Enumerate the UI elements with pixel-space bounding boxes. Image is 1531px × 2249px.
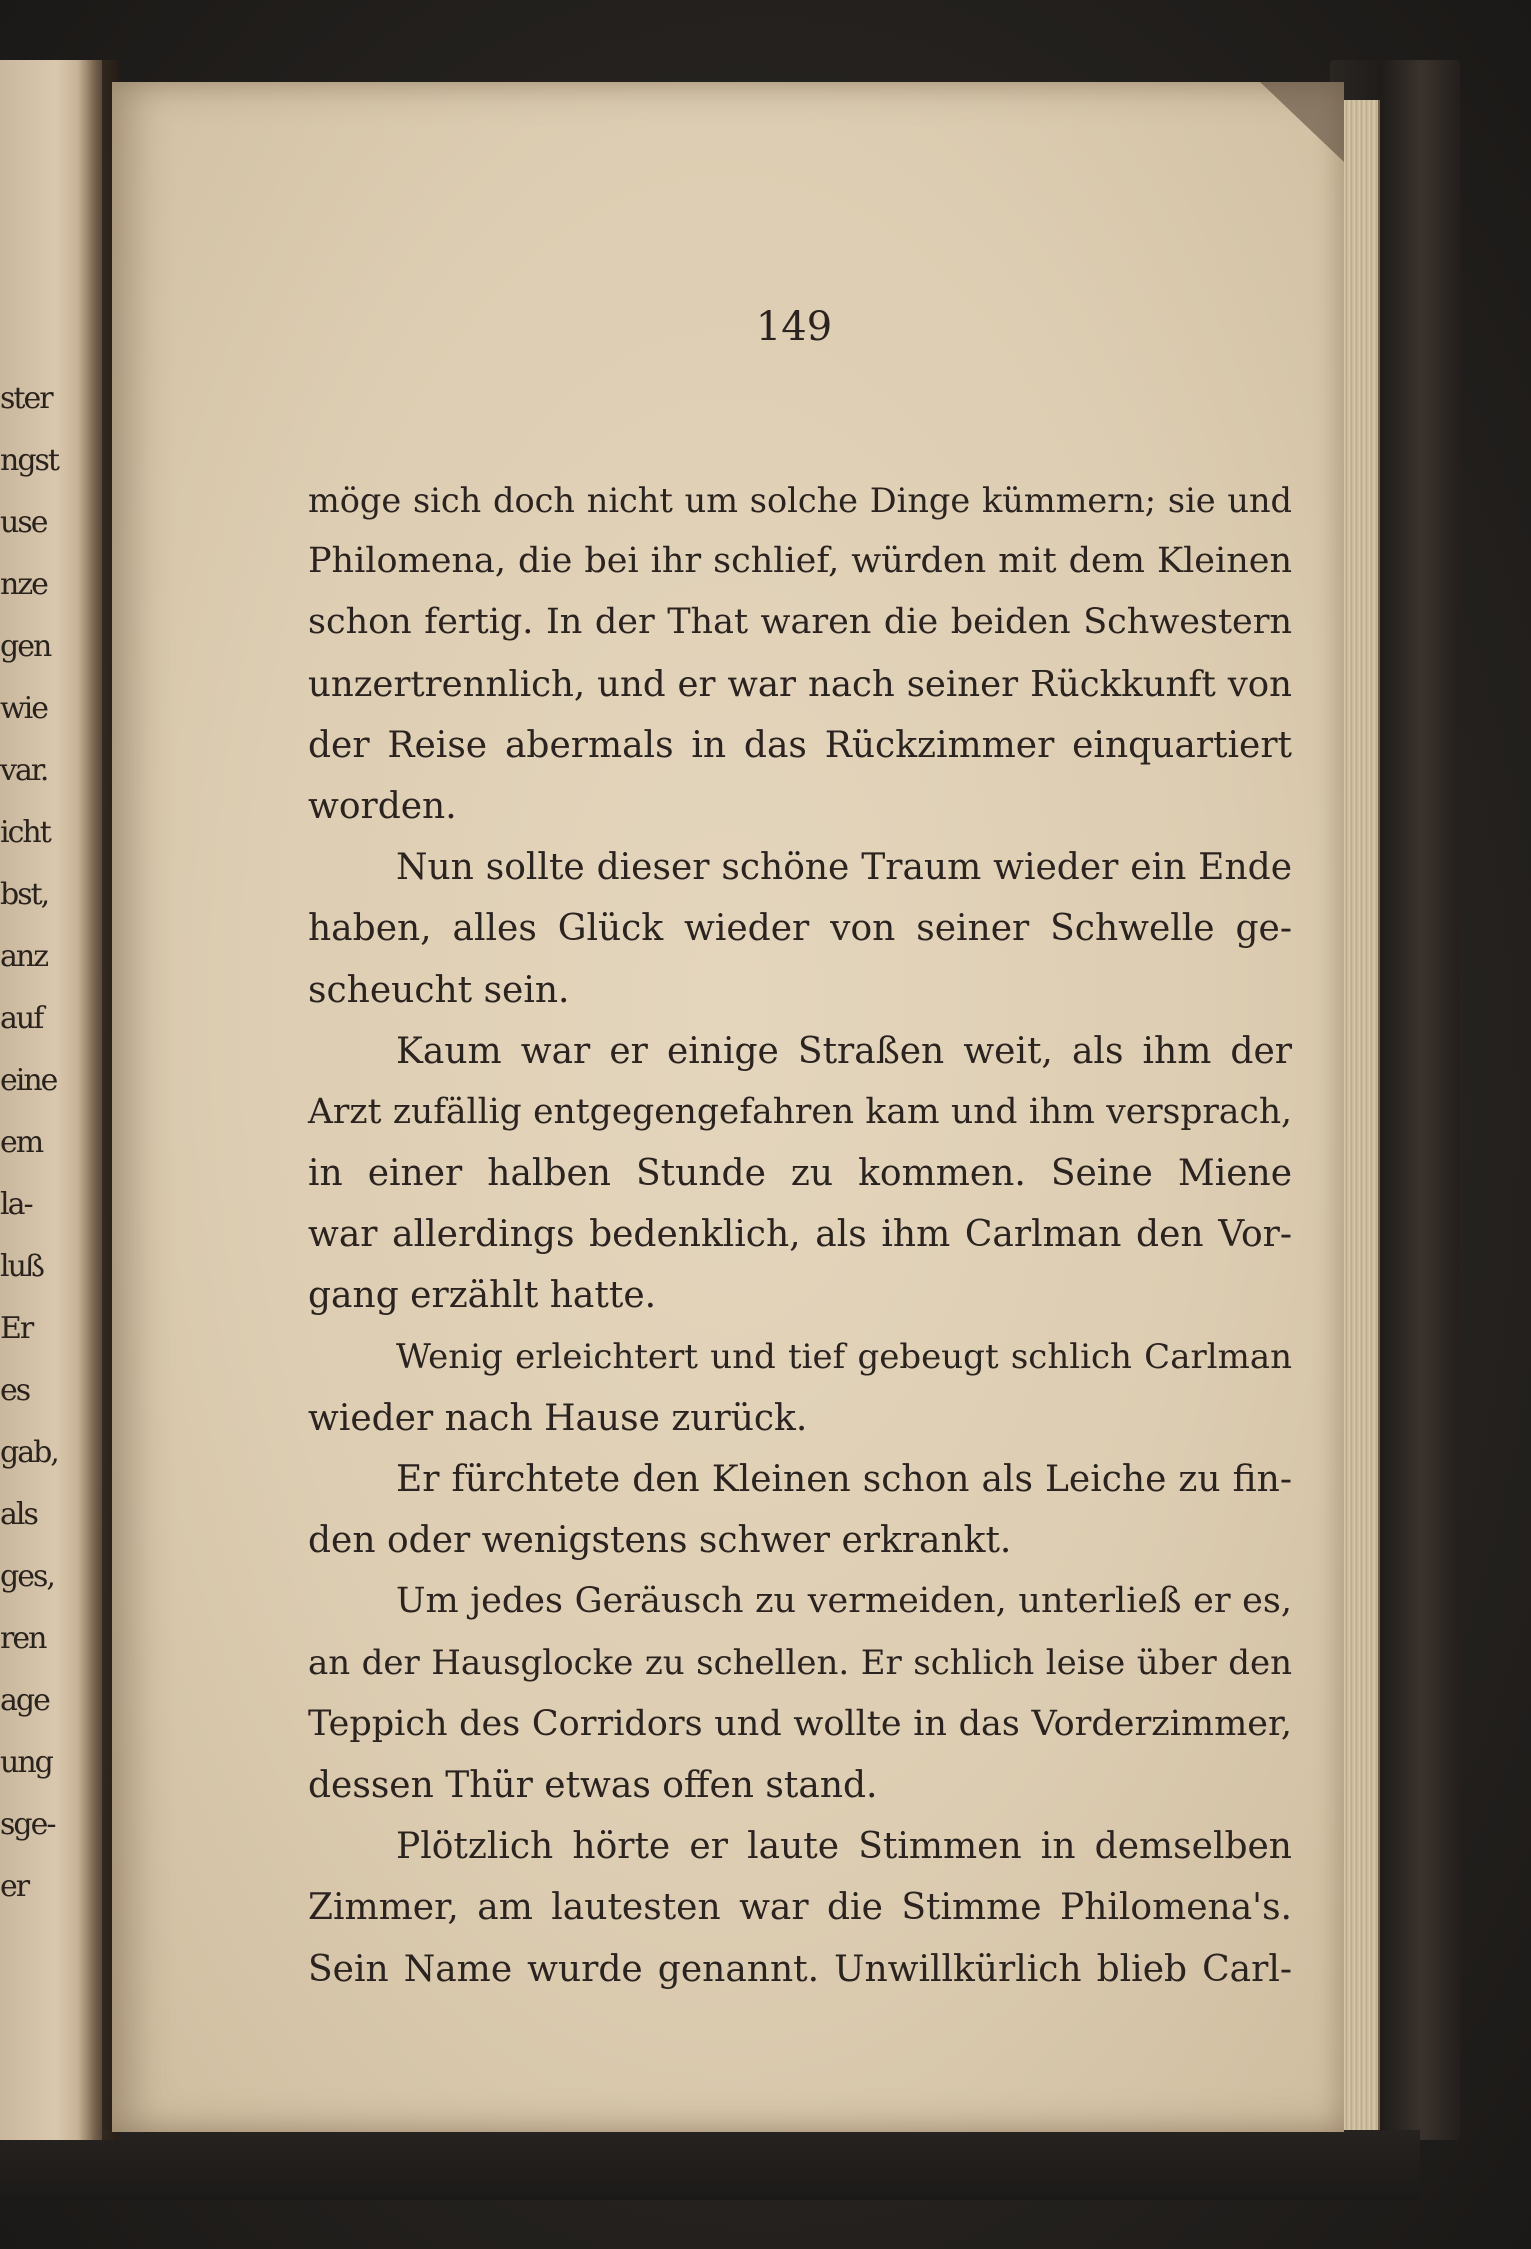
left-page-fragment: er [0, 1869, 29, 1904]
text-line: den oder wenigstens schwer erkrankt. [308, 1520, 1012, 1562]
text-line: möge sich doch nicht um solche Dinge kümmern; sie und [308, 481, 1292, 520]
text-line: Philomena, die bei ihr schlief, würden mit dem Kleinen [308, 541, 1292, 582]
left-page-fragment: em [0, 1125, 43, 1160]
left-page-fragment: eine [0, 1063, 57, 1098]
page-corner-fold [1260, 82, 1344, 162]
text-line: Nun sollte dieser schöne Traum wieder ein Ende [396, 847, 1292, 889]
text-line: Arzt zufällig entgegengefahren kam und ihm versprach, [308, 1091, 1292, 1132]
left-page-fragment: Er [0, 1311, 33, 1346]
text-line: worden. [308, 785, 457, 827]
left-page-fragment: es [0, 1373, 30, 1408]
book-page [112, 82, 1344, 2132]
left-page-fragment: sge- [0, 1807, 55, 1842]
text-line: haben, alles Glück wieder von seiner Schwelle ge- [308, 908, 1292, 950]
book-cover-bottom [0, 2130, 1420, 2200]
page-number: 149 [755, 304, 833, 350]
text-line: schon fertig. In der That waren die beiden Schwestern [308, 602, 1292, 643]
left-page-fragment: anz [0, 939, 48, 974]
text-line: Plötzlich hörte er laute Stimmen in demselben [396, 1826, 1292, 1868]
left-page-fragment: la- [0, 1187, 32, 1222]
left-page-fragment: icht [0, 815, 50, 850]
text-line: Sein Name wurde genannt. Unwillkürlich blieb Carl- [308, 1948, 1292, 1990]
left-page-fragment: gen [0, 629, 51, 664]
text-line: war allerdings bedenklich, als ihm Carlman den Vor- [308, 1214, 1292, 1256]
left-page-fragment: auf [0, 1001, 43, 1036]
text-line: Teppich des Corridors und wollte in das Vorderzimmer, [308, 1703, 1292, 1744]
text-line: Kaum war er einige Straßen weit, als ihm der [396, 1030, 1292, 1072]
left-page-fragment: ngst [0, 443, 58, 478]
text-line: Um jedes Geräusch zu vermeiden, unterließ er es, [396, 1581, 1292, 1622]
text-line: wieder nach Hause zurück. [308, 1397, 808, 1439]
text-line: gang erzählt hatte. [308, 1275, 657, 1317]
left-page-fragment: ges, [0, 1559, 54, 1594]
left-page-fragment: luß [0, 1249, 43, 1284]
left-page-fragment: use [0, 505, 47, 540]
left-page-fragment: age [0, 1683, 49, 1718]
left-page-fragment: bst, [0, 877, 49, 912]
left-page-fragment: ung [0, 1745, 52, 1780]
text-line: scheucht sein. [308, 969, 570, 1011]
left-page-fragment: nze [0, 567, 47, 602]
text-line: Zimmer, am lautesten war die Stimme Philomena's. [308, 1887, 1292, 1929]
text-line: dessen Thür etwas offen stand. [308, 1764, 878, 1806]
text-line: Wenig erleichtert und tief gebeugt schlich Carlman [396, 1336, 1292, 1377]
text-line: der Reise abermals in das Rückzimmer einquartiert [308, 724, 1292, 766]
left-page-text-fragments [0, 368, 60, 1918]
text-line: an der Hausglocke zu schellen. Er schlich leise über den [308, 1642, 1292, 1683]
text-line: Er fürchtete den Kleinen schon als Leiche zu fin- [396, 1459, 1292, 1500]
page-body-text [308, 470, 1292, 2000]
left-page-fragment: gab, [0, 1435, 58, 1470]
left-page-fragment: ster [0, 381, 52, 416]
left-page-fragment: wie [0, 691, 48, 726]
left-page-fragment: als [0, 1497, 37, 1532]
text-line: in einer halben Stunde zu kommen. Seine Miene [308, 1153, 1292, 1195]
left-page-fragment: var. [0, 753, 48, 788]
left-page-fragment: ren [0, 1621, 46, 1656]
text-line: unzertrennlich, und er war nach seiner Rückkunft von [308, 663, 1292, 705]
